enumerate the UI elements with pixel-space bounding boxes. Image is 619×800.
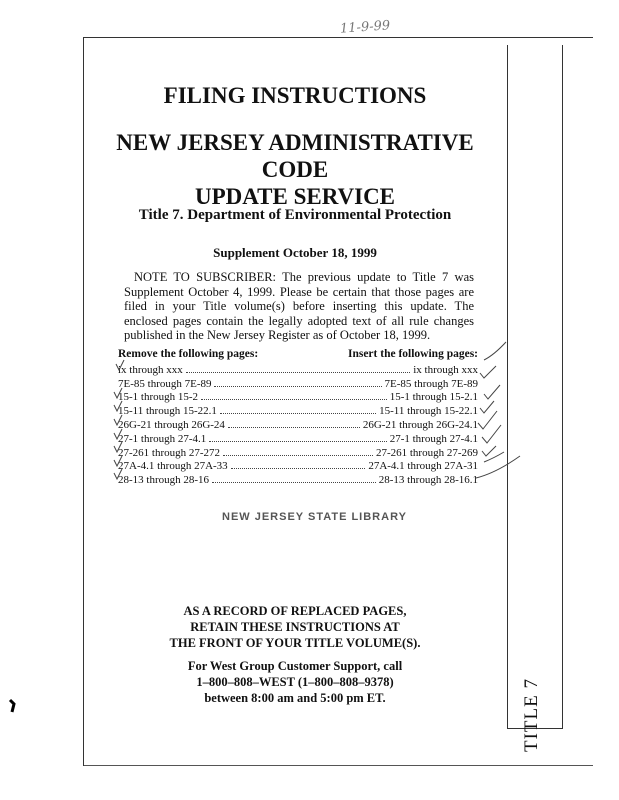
subtitle-line-2: UPDATE SERVICE — [194, 184, 396, 209]
page-list-row — [118, 445, 478, 459]
remove-range: 27-261 through 27-272 — [118, 446, 221, 459]
insert-range: 27-1 through 27-4.1 — [389, 432, 478, 445]
handwritten-date: 11-9-99 — [339, 18, 391, 37]
remove-range: 28-13 through 28-16 — [118, 474, 210, 487]
subtitle-line-1: NEW JERSEY ADMINISTRATIVE CODE — [116, 130, 474, 182]
insert-range: 7E-85 through 7E-89 — [384, 377, 478, 390]
insert-range: 27A-4.1 through 27A-31 — [368, 460, 478, 473]
remove-range: 27A-4.1 through 27A-33 — [118, 460, 228, 473]
document-subtitle — [83, 129, 507, 210]
page-list-header — [118, 348, 478, 360]
remove-range: 15-11 through 15-22.1 — [118, 405, 217, 418]
page-list-row — [118, 362, 478, 376]
margin-arrow-icon — [10, 700, 14, 712]
remove-range: 26G-21 through 26G-24 — [118, 418, 225, 431]
insert-range: 26G-21 through 26G-24.1 — [362, 418, 478, 431]
remove-range: 27-1 through 27-4.1 — [118, 432, 207, 445]
remove-range: ix through xxx — [118, 363, 183, 376]
library-stamp: NEW JERSEY STATE LIBRARY — [222, 511, 407, 523]
insert-range: 27-261 through 27-269 — [375, 446, 478, 459]
page-list-row — [118, 472, 478, 486]
page-list-row — [118, 431, 478, 445]
subscriber-note — [124, 270, 474, 343]
insert-range: ix through xxx — [413, 363, 478, 376]
record-line-2: RETAIN THESE INSTRUCTIONS AT — [190, 620, 400, 634]
page-list-row — [118, 390, 478, 404]
support-line-2: 1–800–808–WEST (1–800–808–9378) — [196, 675, 394, 689]
page-list-row — [118, 403, 478, 417]
insert-range: 15-1 through 15-2.1 — [389, 391, 478, 404]
note-text: NOTE TO SUBSCRIBER: The previous update to Title 7 was Supplement October 4, 1999. Please be certain that those pages are filed in your Title volume(s) before inserting this update. The enclosed pages contain the legally adopted text of all rule changes published in the New Jersey Register as of October 18, 1999. — [124, 270, 474, 342]
supplement-date: Supplement October 18, 1999 — [213, 245, 377, 260]
title-tab-strip — [507, 45, 563, 753]
page-list-row — [118, 417, 478, 431]
support-line-3: between 8:00 am and 5:00 pm ET. — [204, 691, 386, 705]
record-notice — [83, 603, 507, 651]
title-heading: Title 7. Department of Environmental Protection — [138, 207, 452, 223]
title-tab-label: TITLE 7 — [521, 677, 543, 753]
record-line-3: THE FRONT OF YOUR TITLE VOLUME(S). — [169, 636, 421, 650]
support-line-1: For West Group Customer Support, call — [187, 659, 403, 673]
record-line-1: AS A RECORD OF REPLACED PAGES, — [183, 604, 407, 618]
remove-range: 15-1 through 15-2 — [118, 391, 199, 404]
remove-range: 7E-85 through 7E-89 — [118, 377, 212, 390]
remove-header: Remove the following pages: — [118, 348, 259, 360]
insert-header: Insert the following pages: — [347, 348, 478, 360]
insert-range: 15-11 through 15-22.1 — [379, 405, 478, 418]
page-list — [118, 348, 478, 486]
customer-support — [83, 658, 507, 706]
page-list-row — [118, 376, 478, 390]
document-title: FILING INSTRUCTIONS — [163, 83, 427, 108]
page-list-row — [118, 459, 478, 473]
insert-range: 28-13 through 28-16.1 — [378, 474, 478, 487]
